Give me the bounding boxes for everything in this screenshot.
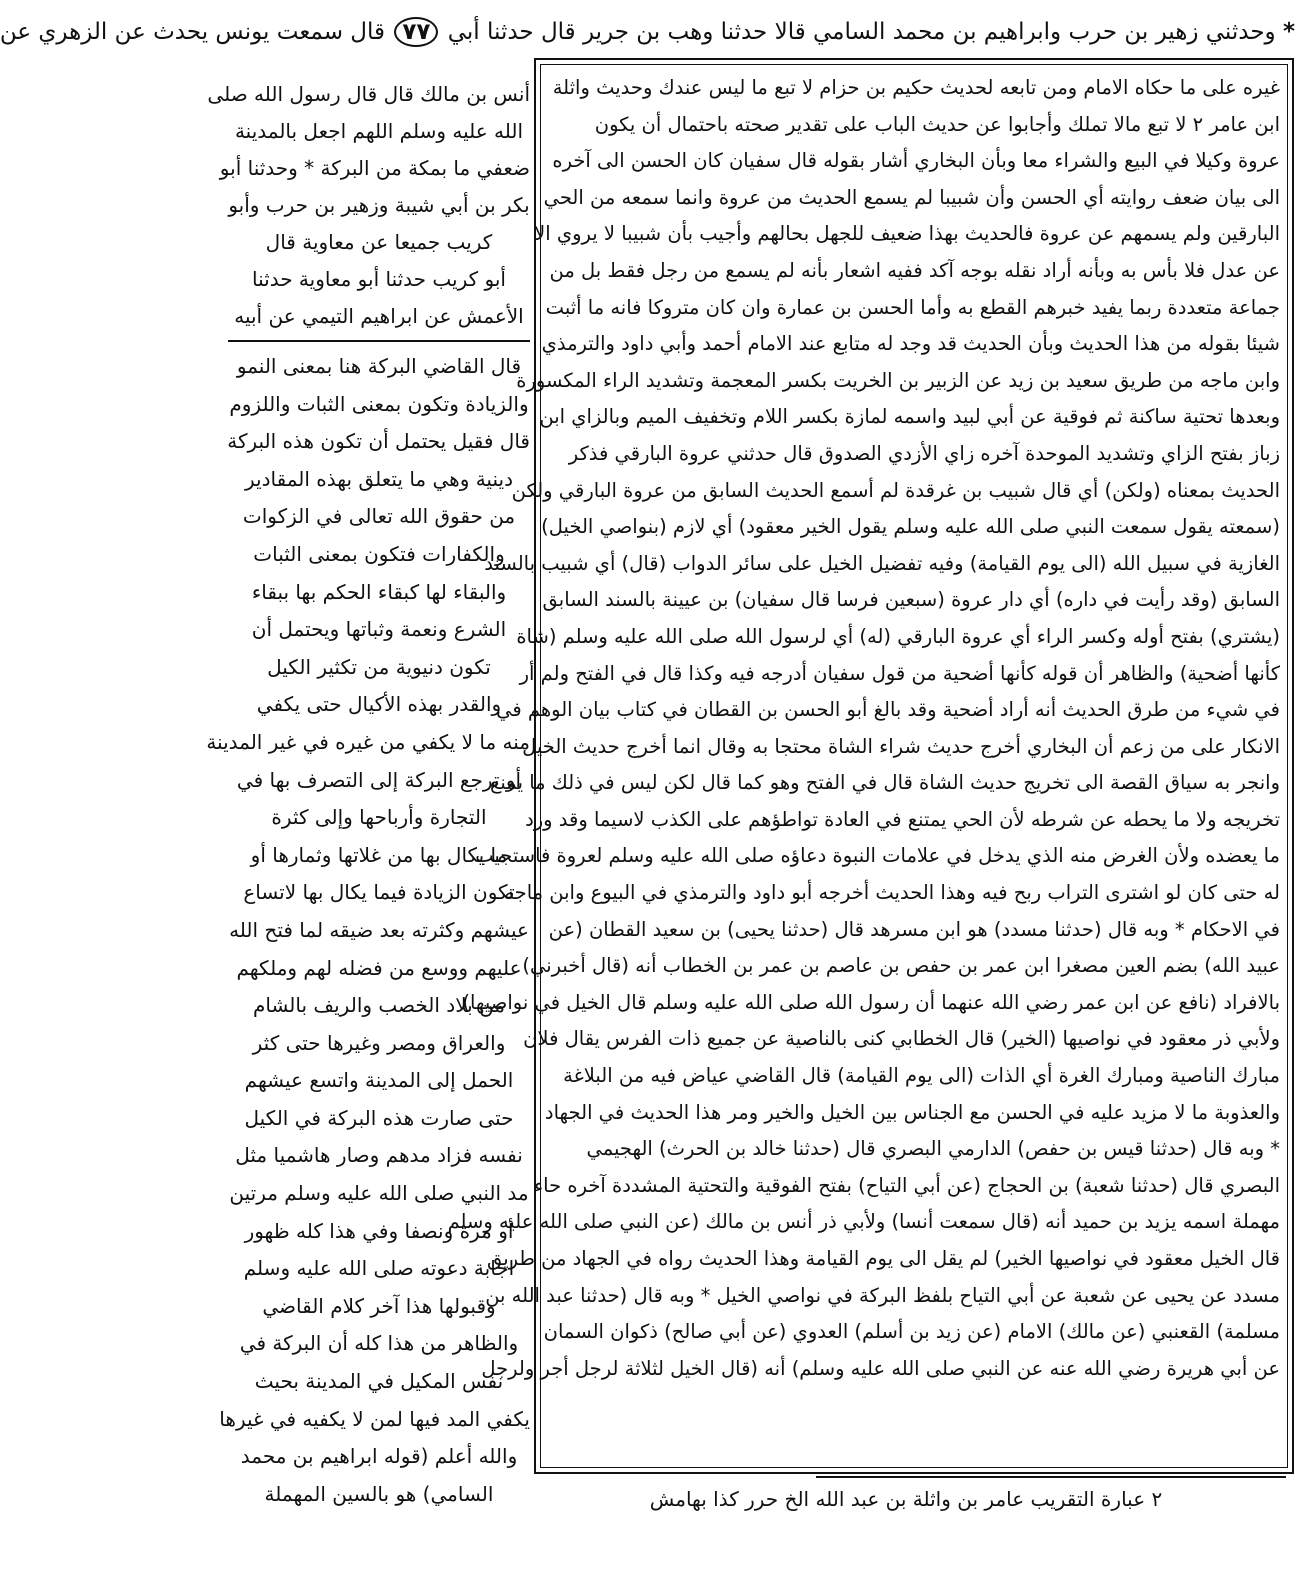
text-line: حتى صارت هذه البركة في الكيل bbox=[244, 1105, 514, 1130]
text-line: وبعدها تحتية ساكنة ثم فوقية عن أبي لبيد واسمه لمازة بكسر اللام وتخفيف الميم وبالزاي ابن bbox=[539, 405, 1280, 429]
text-line: السامي) هو بالسين المهملة bbox=[264, 1481, 494, 1506]
text-line: في شيء من طرق الحديث أنه أراد أضحية وقد بالغ أبو الحسن بن القطان في كتاب بيان الوهم في bbox=[496, 698, 1280, 722]
margin-column bbox=[206, 58, 530, 1506]
text-line: والقدر بهذه الأكيال حتى يكفي bbox=[256, 692, 502, 717]
text-line: مبارك الناصية ومبارك الغرة أي الذات (الى يوم القيامة) قال القاضي عياض فيه من البلاغة bbox=[563, 1064, 1280, 1088]
text-line: ولأبي ذر معقود في نواصيها (الخير) قال الخطابي كنى بالناصية عن جميع ذات الفرس يقال فلان bbox=[523, 1027, 1280, 1051]
text-line: ما يعضده ولأن الغرض منه الذي يدخل في علامات النبوة دعاؤه صلى الله عليه وسلم لعروة فاستجيب bbox=[475, 844, 1280, 868]
text-line: الى بيان ضعف روايته أي الحسن وأن شبيبا لم يسمع الحديث من عروة وانما سمعه من الحي bbox=[543, 185, 1280, 209]
footnote: ٢ عبارة التقريب عامر بن واثلة بن عبد الله الخ حرر كذا بهامش bbox=[649, 1487, 1163, 1511]
page-number: ٧٧ bbox=[394, 17, 438, 47]
text-line: ابن عامر ٢ لا تبع مالا تملك وأجابوا عن حديث الباب على تقدير صحته باحتمال أن يكون bbox=[594, 112, 1280, 136]
text-line: له حتى كان لو اشترى التراب ربح فيه وهذا الحديث أخرجه أبو داود والترمذي في البيوع وابن ماجه bbox=[504, 881, 1280, 905]
text-line: عليهم ووسع من فضله لهم وملكهم bbox=[236, 955, 522, 980]
text-line: قال القاضي البركة هنا بمعنى النمو bbox=[236, 354, 522, 378]
text-line: وانجر به سياق القصة الى تخريج حديث الشاة قال في الفتح وهو كما قال لكن ليس في ذلك ما يمنع bbox=[490, 771, 1280, 795]
text-line: التجارة وأرباحها وإلى كثرة bbox=[271, 805, 487, 830]
text-line: مد النبي صلى الله عليه وسلم مرتين bbox=[229, 1181, 529, 1206]
text-line: والله أعلم (قوله ابراهيم بن محمد bbox=[240, 1444, 518, 1469]
text-line: الشرع ونعمة وثباتها ويحتمل أن bbox=[251, 617, 507, 642]
text-line: قال الخيل معقود في نواصيها الخير) لم يقل الى يوم القيامة وهذا الحديث رواه في الجهاد من طريق bbox=[486, 1247, 1280, 1270]
text-line: أبو كريب حدثنا أبو معاوية حدثنا bbox=[252, 267, 506, 291]
text-line: منه ما لا يكفي من غيره في غير المدينة bbox=[206, 729, 530, 754]
text-line: * وبه قال (حدثنا قيس بن حفص) الدارمي البصري قال (حدثنا خالد بن الحرث) الهجيمي bbox=[586, 1137, 1280, 1161]
text-line: (يشتري) بفتح أوله وكسر الراء أي عروة البارقي (له) أي لرسول الله صلى الله عليه وسلم (شاة bbox=[516, 624, 1280, 648]
text-line: وابن ماجه من طريق سعيد بن زيد عن الزبير بن الخريت بكسر المعجمة وتشديد الراء المكسورة bbox=[516, 368, 1280, 392]
header-marker: * bbox=[1282, 19, 1295, 45]
text-line: من بلاد الخصب والريف بالشام bbox=[252, 993, 505, 1018]
text-line: جماعة متعددة ربما يفيد خبرهم القطع به وأما الحسن بن عمارة وان كان متروكا فانه ما أثبت bbox=[545, 295, 1280, 319]
text-line: أنس بن مالك قال قال رسول الله صلى bbox=[207, 82, 530, 106]
text-line: في الاحكام * وبه قال (حدثنا مسدد) هو ابن مسرهد قال (حدثنا يحيى) بن سعيد القطان (عن bbox=[548, 917, 1280, 941]
text-line: بالافراد (نافع عن ابن عمر رضي الله عنهما أن رسول الله صلى الله عليه وسلم قال الخيل في نواصيها) bbox=[462, 990, 1280, 1014]
text-line: الله عليه وسلم اللهم اجعل بالمدينة bbox=[234, 119, 524, 143]
text-line: مسلمة) القعنبي (عن مالك) الامام (عن زيد بن أسلم) العدوي (عن أبي صالح) ذكوان السمان bbox=[543, 1320, 1280, 1344]
text-line: عروة وكيلا في البيع والشراء معا وبأن البخاري أشار بقوله قال سفيان كان الحسن الى آخره bbox=[552, 149, 1280, 173]
footnote-divider bbox=[816, 1476, 1286, 1478]
text-line: والبقاء لها كبقاء الحكم بها ببقاء bbox=[251, 579, 507, 604]
text-line: أو مرة ونصفا وفي هذا كله ظهور bbox=[244, 1218, 514, 1243]
text-line: الحمل إلى المدينة واتسع عيشهم bbox=[244, 1068, 514, 1093]
header-text-before: وحدثني زهير بن حرب وابراهيم بن محمد السامي قالا حدثنا وهب بن جرير قال حدثنا أبي bbox=[447, 19, 1276, 45]
text-line: يكفي المد فيها لمن لا يكفيه في غيرها bbox=[219, 1406, 530, 1431]
text-line: غيره على ما حكاه الامام ومن تابعه لحديث حكيم بن حزام لا تبع ما ليس عندك وحديث واثلة bbox=[552, 76, 1280, 99]
text-line: زباز بفتح الزاي وتشديد الموحدة آخره زاي الأزدي الصدوق قال حدثني عروة البارقي فذكر bbox=[568, 441, 1280, 465]
text-line: تخريجه ولا ما يحطه عن شرطه لأن الحي يمتنع في العادة تواطؤهم على الكذب لاسيما وقد ورد bbox=[525, 807, 1280, 831]
text-line: كريب جميعا عن معاوية قال bbox=[265, 230, 493, 254]
text-line: الانكار على من زعم أن البخاري أخرج حديث شراء الشاة محتجا به وقال انما أخرج حديث الخيل bbox=[522, 734, 1280, 758]
text-line: تكون دنيوية من تكثير الكيل bbox=[267, 654, 491, 679]
text-line: اجابة دعوته صلى الله عليه وسلم bbox=[243, 1256, 515, 1281]
text-line: بكر بن أبي شيبة وزهير بن حرب وأبو bbox=[228, 193, 530, 217]
text-line: والزيادة وتكون بمعنى الثبات واللزوم bbox=[229, 391, 529, 416]
text-line: قال فقيل يحتمل أن تكون هذه البركة bbox=[227, 429, 530, 454]
text-line: البارقين ولم يسمهم عن عروة فالحديث بهذا ضعيف للجهل بحالهم وأجيب بأن شبيبا لا يروي الا bbox=[534, 222, 1280, 246]
text-line: أو ترجع البركة إلى التصرف بها في bbox=[236, 767, 522, 792]
text-line: الغازية في سبيل الله (الى يوم القيامة) وفيه تفضيل الخيل على سائر الدواب (قال) أي شبيب بالسند bbox=[484, 551, 1280, 575]
text-line: كأنها أضحية) والظاهر أن قوله كأنها أضحية من قول سفيان أدرجه فيه وكذا قال في الفتح ولم أر bbox=[519, 661, 1280, 685]
text-line: والكفارات فتكون بمعنى الثبات bbox=[253, 541, 505, 566]
main-commentary-text bbox=[447, 70, 1280, 1464]
text-line: الأعمش عن ابراهيم التيمي عن أبيه bbox=[234, 304, 524, 328]
text-line: والعذوبة ما لا مزيد عليه في الحسن مع الجناس بين الخيل والخير ومر هذا الحديث في الجهاد bbox=[544, 1100, 1280, 1124]
text-line: عيشهم وكثرته بعد ضيقه لما فتح الله bbox=[229, 917, 529, 942]
main-commentary-frame bbox=[447, 58, 1294, 1474]
text-line: نفسه فزاد مدهم وصار هاشميا مثل bbox=[235, 1143, 523, 1168]
text-line: دينية وهي ما يتعلق بهذه المقادير bbox=[245, 466, 513, 491]
hadith-text-block bbox=[207, 76, 530, 338]
text-line: شيئا بقوله من هذا الحديث وبأن الحديث قد وجد له متابع عند الامام أحمد وأبي داود والترمذي bbox=[541, 332, 1280, 356]
text-line: مسدد عن يحيى عن شعبة عن أبي التياح بلفظ البركة في نواصي الخيل * وبه قال (حدثنا عبد الله بن bbox=[485, 1283, 1280, 1307]
text-line: والعراق ومصر وغيرها حتى كثر bbox=[252, 1030, 506, 1055]
text-line: مهملة اسمه يزيد بن حميد أنه (قال سمعت أنسا) ولأبي ذر أنس بن مالك (عن النبي صلى الله عليه وسلم bbox=[447, 1210, 1280, 1234]
header-text-after: قال سمعت يونس يحدث عن الزهري عن bbox=[0, 19, 386, 45]
text-line: تكون الزيادة فيما يكال بها لاتساع bbox=[243, 880, 515, 905]
text-line: الحديث بمعناه (ولكن) أي قال شبيب بن غرقدة لم أسمع الحديث السابق من عروة البارقي ولكن bbox=[511, 478, 1280, 502]
text-line: نفس المكيل في المدينة بحيث bbox=[254, 1369, 504, 1394]
text-line: البصري قال (حدثنا شعبة) بن الحجاج (عن أبي التياح) بفتح الفوقية والتحتية المشددة آخره حاء bbox=[534, 1173, 1280, 1197]
text-line: عن عدل فلا بأس به وبأنه أراد نقله بوجه آكد ففيه اشعار بأنه لم يسمع من رجل فقط بل من bbox=[549, 258, 1280, 282]
text-line: السابق (وقد رأيت في داره) أي دار عروة (سبعين فرسا قال سفيان) بن عيينة بالسند السابق bbox=[542, 588, 1280, 612]
text-line: وقبولها هذا آخر كلام القاضي bbox=[262, 1293, 496, 1318]
page-header bbox=[0, 14, 1295, 50]
text-line: من حقوق الله تعالى في الزكوات bbox=[242, 504, 516, 529]
text-line: والظاهر من هذا كله أن البركة في bbox=[239, 1331, 519, 1356]
text-line: (سمعته يقول سمعت النبي صلى الله عليه وسلم يقول الخير معقود) أي لازم (بنواصي الخيل) bbox=[541, 515, 1280, 539]
text-line: ضعفي ما بمكة من البركة * وحدثنا أبو bbox=[219, 156, 530, 180]
margin-divider bbox=[228, 340, 530, 342]
text-line: عبيد الله) بضم العين مصغرا ابن عمر بن حفص بن عاصم بن عمر بن الخطاب أنه (قال أخبرني) bbox=[522, 954, 1280, 978]
text-line: عن أبي هريرة رضي الله عنه عن النبي صلى الله عليه وسلم) أنه (قال الخيل لثلاثة لرجل أجر ولرجل bbox=[481, 1356, 1280, 1380]
text-line: ما يكال بها من غلاتها وثمارها أو bbox=[250, 842, 508, 867]
